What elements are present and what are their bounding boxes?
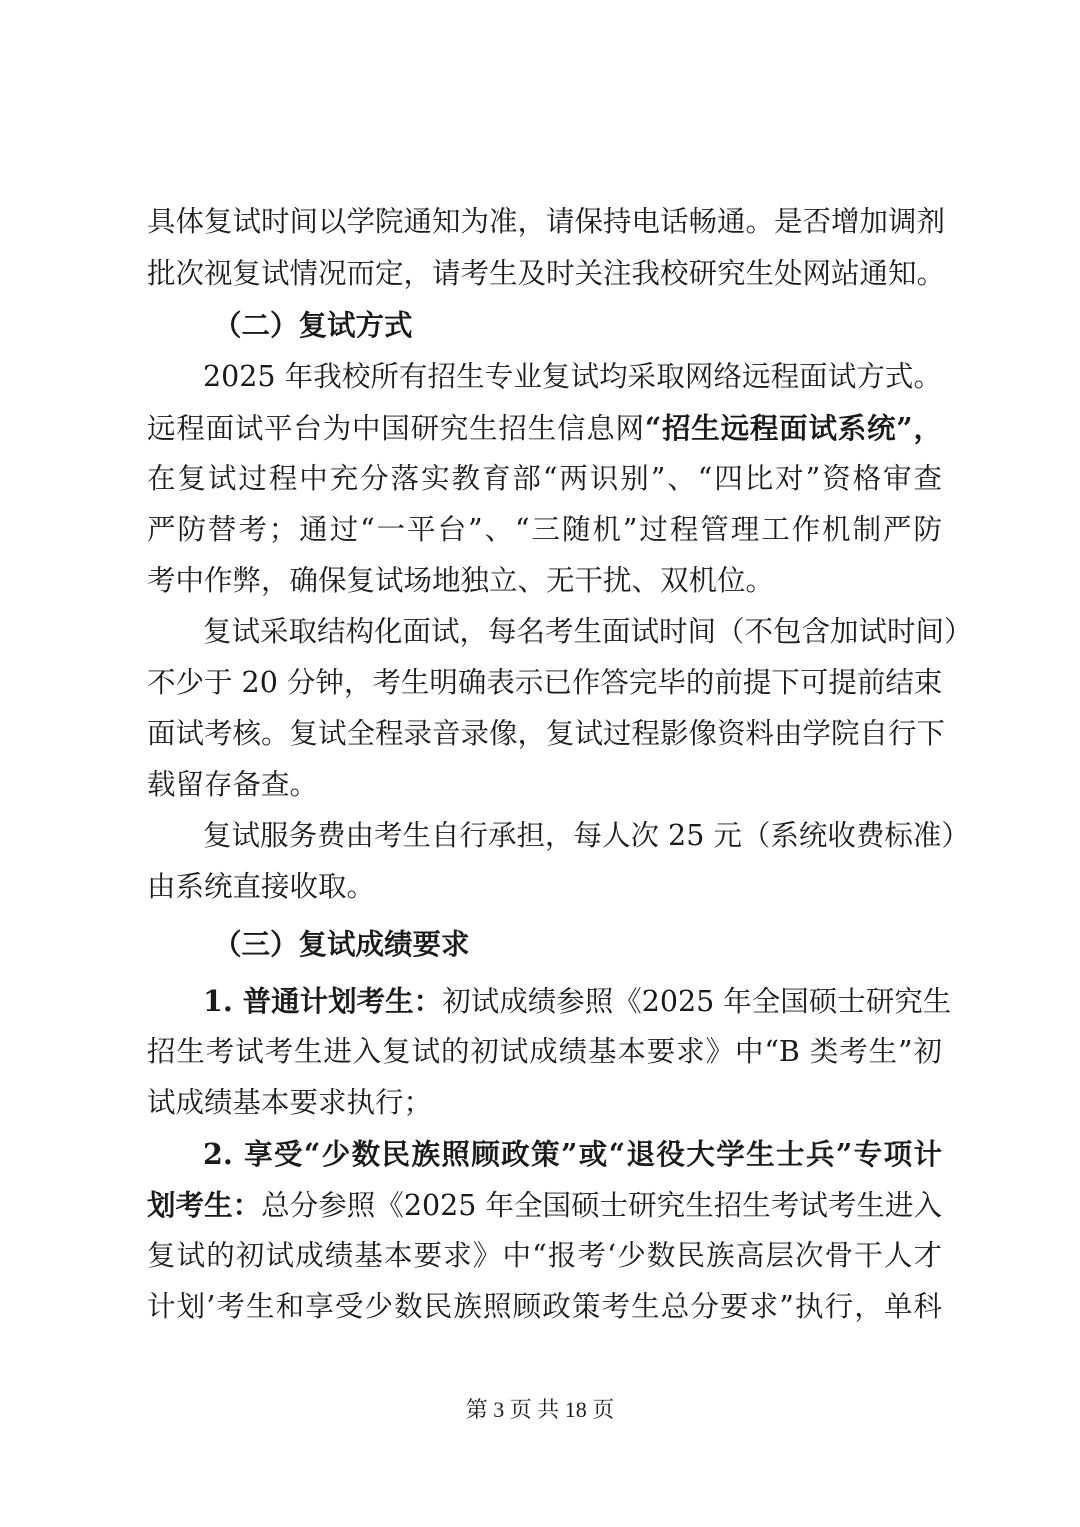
body-line: [147, 408, 942, 448]
body-line: 由系统直接收取。: [147, 870, 376, 903]
body-line: 考中作弊，确保复试场地独立、无干扰、双机位。: [147, 564, 775, 597]
body-line: 批次视复试情况而定，请考生及时关注我校研究生处网站通知。: [147, 257, 946, 290]
paragraph-first-line: 2025 年我校所有招生专业复试均采取网络远程面试方式。: [203, 360, 942, 393]
body-text: 初试成绩参照《2025 年全国硕士研究生: [442, 985, 952, 1018]
item-heading: 2. 享受“少数民族照顾政策”或“退役大学生士兵”专项计: [203, 1137, 942, 1171]
bold-system-name: “招生远程面试系统”，: [644, 411, 942, 445]
body-line: 计划’考生和享受少数民族照顾政策考生总分要求”执行，单科: [147, 1290, 942, 1323]
body-line: 在复试过程中充分落实教育部“两识别”、“四比对”资格审查: [147, 462, 942, 495]
body-text: 总分参照《2025 年全国硕士研究生招生考试考生进入: [261, 1189, 942, 1222]
section-heading: （二）复试方式: [213, 308, 413, 342]
body-line: 复试的初试成绩基本要求》中“报考‘少数民族高层次骨干人才: [147, 1239, 942, 1272]
body-line: 招生考试考生进入复试的初试成绩基本要求》中“B 类考生”初: [147, 1035, 942, 1068]
body-line: [147, 1185, 942, 1225]
body-line: 试成绩基本要求执行；: [147, 1086, 433, 1119]
body-text: 远程面试平台为中国研究生招生信息网: [147, 412, 645, 445]
paragraph-first-line: [203, 981, 952, 1021]
section-heading: （三）复试成绩要求: [213, 927, 470, 961]
body-line: 严防替考；通过“一平台”、“三随机”过程管理工作机制严防: [147, 513, 942, 546]
item-label: 划考生：: [147, 1188, 262, 1222]
item-label: 1. 普通计划考生：: [203, 984, 443, 1018]
paragraph-first-line: 复试服务费由考生自行承担，每人次 25 元（系统收费标准）: [203, 819, 970, 852]
paragraph-first-line: 复试采取结构化面试，每名考生面试时间（不包含加试时间）: [203, 615, 973, 648]
body-line: 面试考核。复试全程录音录像，复试过程影像资料由学院自行下: [147, 717, 946, 750]
body-line: 不少于 20 分钟，考生明确表示已作答完毕的前提下可提前结束: [147, 666, 943, 699]
page-number-footer: 第 3 页 共 18 页: [465, 1397, 615, 1422]
body-line: 具体复试时间以学院通知为准，请保持电话畅通。是否增加调剂: [147, 205, 946, 238]
body-line: 载留存备查。: [147, 768, 319, 801]
